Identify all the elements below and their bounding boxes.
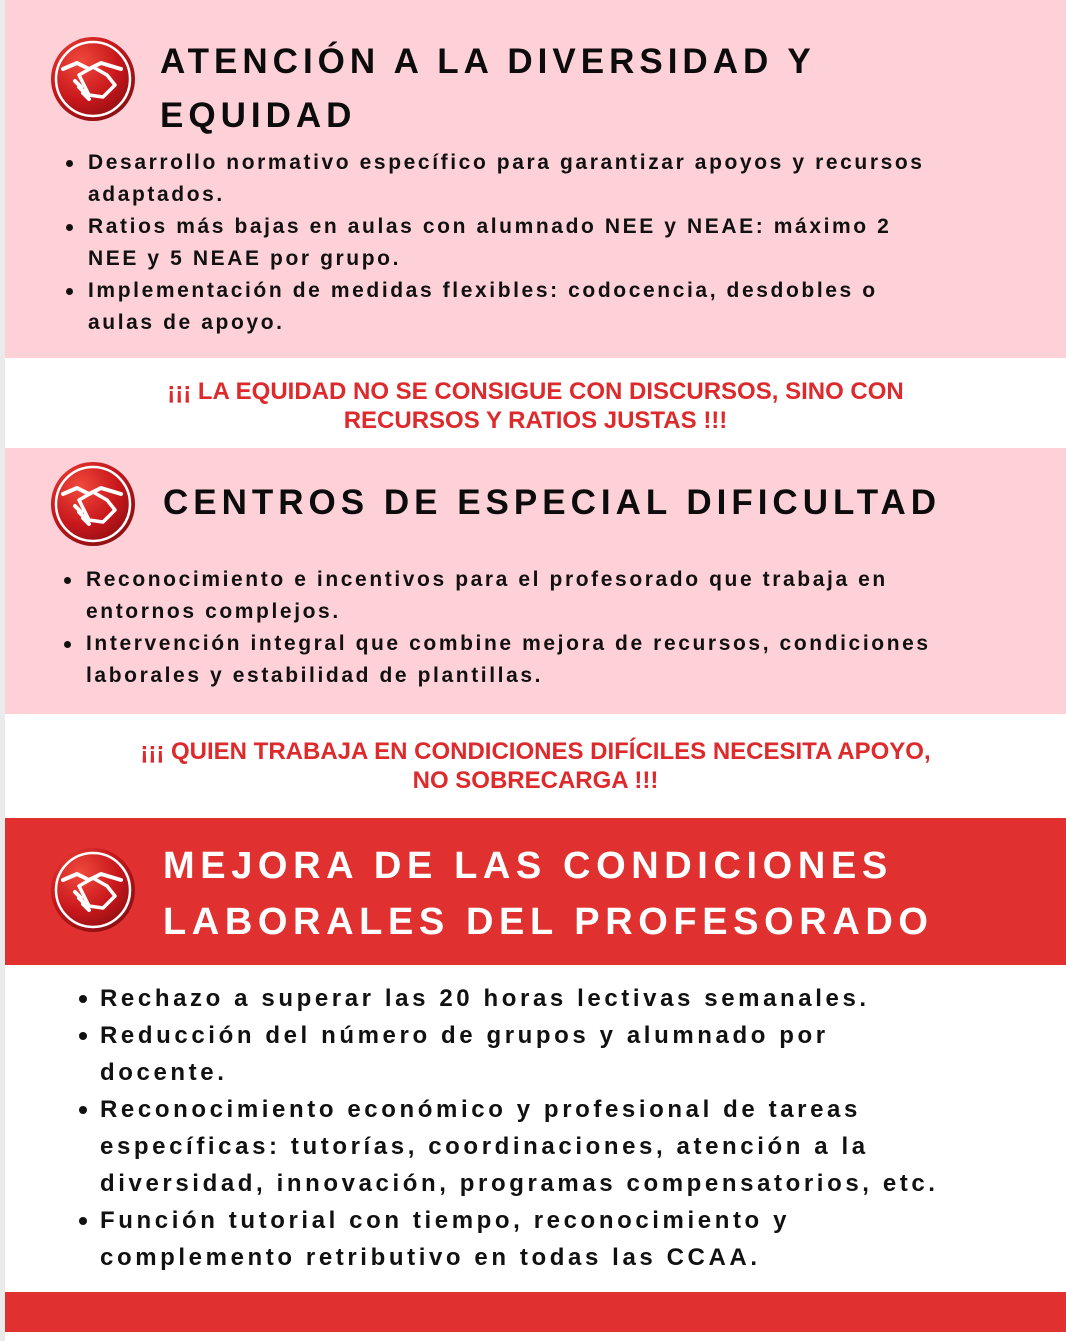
slogan-line: NO SOBRECARGA !!!: [412, 767, 659, 794]
handshake-icon: [49, 460, 137, 548]
list-item: [75, 1017, 1060, 1091]
list-item-line: diversidad, innovación, programas compensatorios, etc.: [100, 1170, 939, 1197]
list-item: [75, 980, 1060, 1017]
title-line: ATENCIÓN A LA DIVERSIDAD Y: [160, 42, 816, 81]
list-item-line: Ratios más bajas en aulas con alumnado NEE y NEAE: máximo 2: [88, 215, 892, 238]
list-item-line: Reducción del número de grupos y alumnado por: [100, 1022, 829, 1049]
list-item-line: Desarrollo normativo específico para garantizar apoyos y recursos: [88, 151, 925, 174]
handshake-icon: [49, 35, 137, 123]
title-line: MEJORA DE LAS CONDICIONES: [163, 845, 893, 887]
bullet-list-diversidad: [62, 147, 1052, 339]
list-item-line: Intervención integral que combine mejora de recursos, condiciones: [86, 632, 931, 655]
list-item-line: Reconocimiento e incentivos para el profesorado que trabaja en: [86, 568, 888, 591]
list-item-line: Implementación de medidas flexibles: codocencia, desdobles o: [88, 279, 878, 302]
list-item-line: Reconocimiento económico y profesional de tareas: [100, 1096, 861, 1123]
list-item-line: adaptados.: [88, 183, 225, 206]
list-item-line: aulas de apoyo.: [88, 311, 285, 334]
list-item-line: laborales y estabilidad de plantillas.: [86, 664, 544, 687]
list-item-line: NEE y 5 NEAE por grupo.: [88, 247, 401, 270]
bullet-list-condiciones: [75, 980, 1060, 1276]
slogan-line: ¡¡¡ LA EQUIDAD NO SE CONSIGUE CON DISCURSOS, SINO CON: [167, 378, 904, 405]
section-title-centros: [163, 476, 941, 530]
footer-bar: [5, 1292, 1066, 1332]
list-item: [60, 628, 1055, 692]
list-item-line: entornos complejos.: [86, 600, 341, 623]
bullet-list-centros: [60, 564, 1055, 692]
list-item: [60, 564, 1055, 628]
list-item: [75, 1091, 1060, 1202]
list-item-line: docente.: [100, 1059, 228, 1086]
list-item: [62, 147, 1052, 211]
slogan-line: RECURSOS Y RATIOS JUSTAS !!!: [343, 407, 728, 434]
list-item-line: específicas: tutorías, coordinaciones, atención a la: [100, 1133, 869, 1160]
list-item-line: Rechazo a superar las 20 horas lectivas semanales.: [100, 985, 870, 1012]
list-item: [62, 275, 1052, 339]
title-line: EQUIDAD: [160, 96, 357, 135]
list-item-line: Función tutorial con tiempo, reconocimiento y: [100, 1207, 791, 1234]
section-title-condiciones: [163, 838, 934, 950]
slogan-condiciones: [5, 737, 1066, 795]
slogan-line: ¡¡¡ QUIEN TRABAJA EN CONDICIONES DIFÍCILES NECESITA APOYO,: [140, 738, 931, 765]
title-line: CENTROS DE ESPECIAL DIFICULTAD: [163, 483, 942, 522]
handshake-icon: [49, 846, 137, 934]
list-item-line: complemento retributivo en todas las CCAA.: [100, 1244, 761, 1271]
title-line: LABORALES DEL PROFESORADO: [163, 901, 934, 943]
list-item: [62, 211, 1052, 275]
slogan-equidad: [5, 377, 1066, 435]
section-title-diversidad: [160, 35, 816, 143]
list-item: [75, 1202, 1060, 1276]
